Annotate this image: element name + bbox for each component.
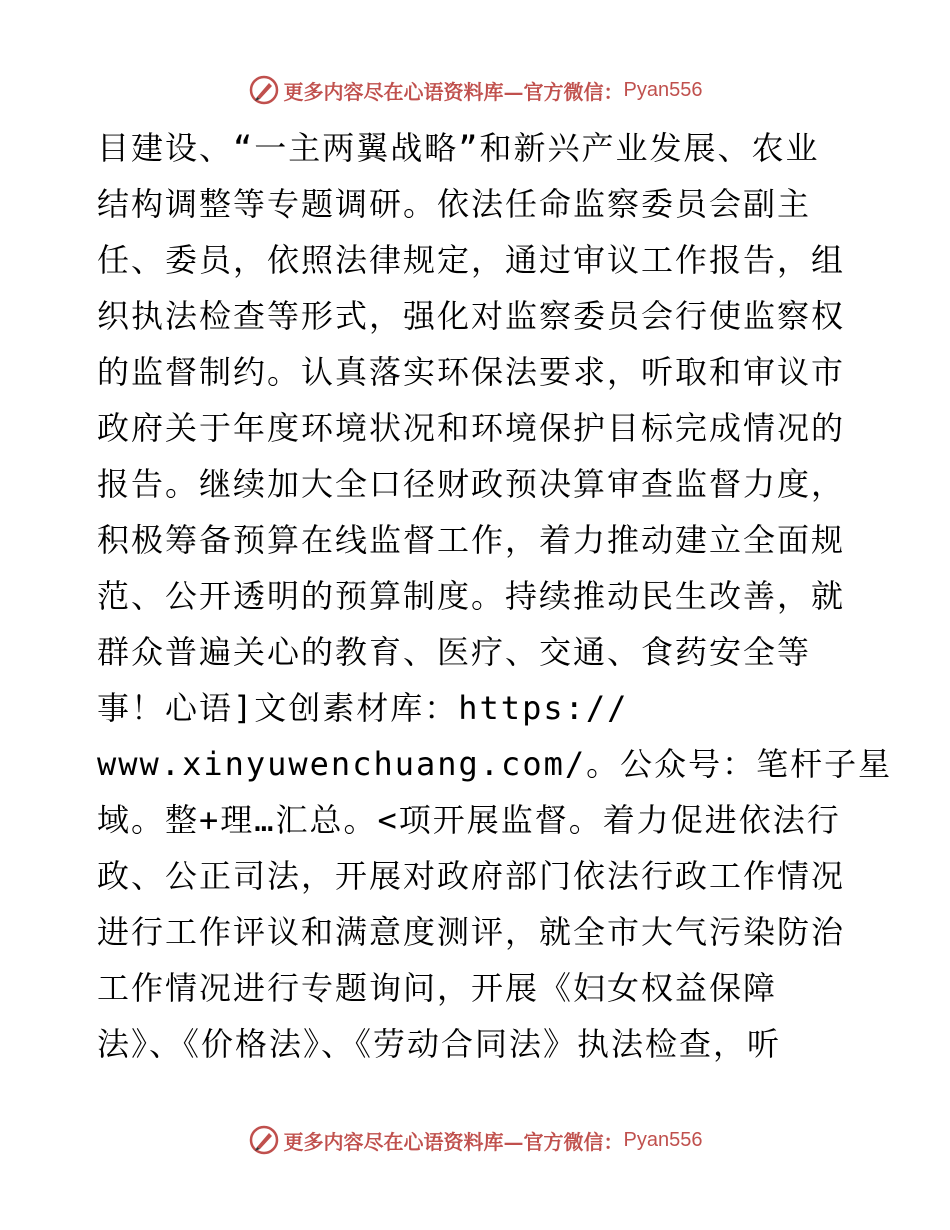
footer-banner-brand: Pyan556	[623, 1128, 703, 1151]
text-line: 积极筹备预算在线监督工作，着力推动建立全面规	[97, 521, 846, 559]
pen-logo-icon	[248, 1124, 280, 1156]
body-paragraph	[97, 120, 893, 1072]
text-line: 事！心语]文创素材库：https://	[97, 689, 629, 727]
text-line: 报告。继续加大全口径财政预决算审查监督力度，	[97, 465, 846, 503]
header-banner	[0, 70, 950, 110]
footer-banner	[0, 1120, 950, 1160]
text-line: 政府关于年度环境状况和环境保护目标完成情况的	[97, 409, 846, 447]
text-line: 任、委员，依照法律规定，通过审议工作报告，组	[97, 241, 846, 279]
header-banner-brand: Pyan556	[623, 78, 703, 101]
text-line: 法》、《价格法》、《劳动合同法》执法检查，听	[97, 1025, 782, 1063]
text-line: 织执法检查等形式，强化对监察委员会行使监察权	[97, 297, 846, 335]
text-line: 范、公开透明的预算制度。持续推动民生改善，就	[97, 577, 846, 615]
text-line: 群众普遍关心的教育、医疗、交通、食药安全等	[97, 633, 812, 671]
text-line: 域。整+理…汇总。<项开展监督。着力促进依法行	[97, 801, 841, 839]
pen-logo-icon	[248, 74, 280, 106]
text-line: 结构调整等专题调研。依法任命监察委员会副主	[97, 185, 812, 223]
text-line: 工作情况进行专题询问，开展《妇女权益保障	[97, 969, 778, 1007]
text-line: 的监督制约。认真落实环保法要求，听取和审议市	[97, 353, 846, 391]
text-line: 政、公正司法，开展对政府部门依法行政工作情况	[97, 857, 846, 895]
text-line: www.xinyuwenchuang.com/。公众号：笔杆子星	[97, 745, 893, 783]
footer-banner-text: 更多内容尽在心语资料库—官方微信：	[283, 1129, 624, 1154]
header-banner-text: 更多内容尽在心语资料库—官方微信：	[283, 79, 624, 104]
text-line: 进行工作评议和满意度测评，就全市大气污染防治	[97, 913, 846, 951]
text-line: 目建设、“一主两翼战略”和新兴产业发展、农业	[97, 129, 820, 167]
